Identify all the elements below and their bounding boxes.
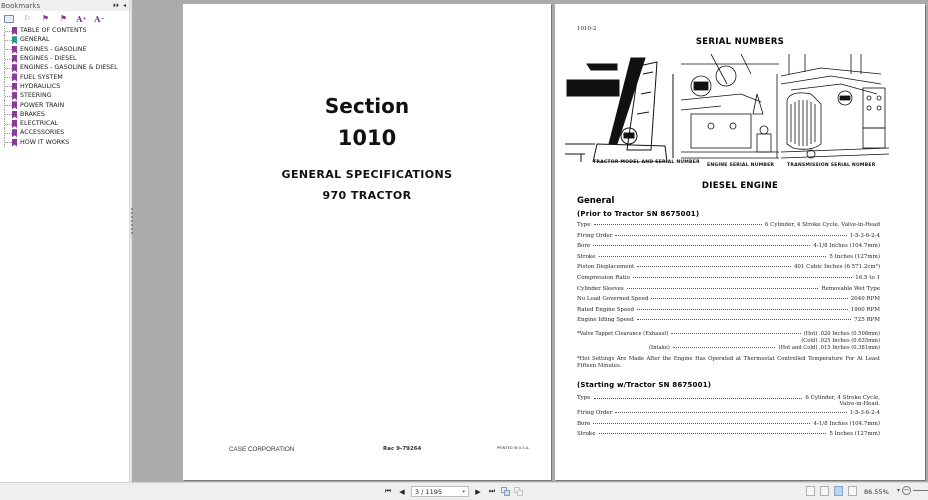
spec-row: Type 6 Cylinder, 4 Stroke Cycle, Valve-in-Head. — [577, 395, 880, 407]
footer-printed: PRINTED IN U.S.A. — [497, 446, 530, 450]
prior-specs-list — [577, 222, 880, 328]
pdf-page-right — [555, 4, 925, 480]
collapse-panel-icon[interactable]: ◂ — [122, 1, 126, 9]
tractor-serial-caption: TRACTOR MODEL AND SERIAL NUMBER — [593, 160, 700, 165]
increase-font-icon[interactable]: A + — [76, 13, 87, 24]
single-page-view-icon[interactable] — [806, 486, 815, 496]
page-layout-buttons — [806, 486, 857, 496]
bookmark-flag-icon[interactable]: ⚐ — [23, 14, 32, 23]
valve-clearance-block: *Valve Tappet Clearance (Exhaust) (Hot) .020 Inches (0.508mm) (Cold) .025 Inches (0.635mm) (Intake) (Hot and Cold) .015 Inches (0.381mm) — [577, 331, 880, 351]
bookmarks-toolbar — [0, 11, 129, 26]
next-view-icon[interactable] — [514, 487, 523, 496]
bookmark-engines-gasoline[interactable]: ENGINES - GASOLINE — [4, 45, 129, 54]
spec-row: No Load Governed Speed 2040 RPM — [577, 296, 880, 303]
section-model: 970 TRACTOR — [322, 189, 412, 202]
previous-page-button[interactable]: ◀ — [399, 487, 405, 496]
bookmark-icon — [12, 27, 17, 35]
spec-row: Cylinder Sleeves Removable Wet Type — [577, 285, 880, 292]
bookmark-icon — [12, 139, 17, 147]
spec-row: Firing Order 1-5-3-6-2-4 — [577, 232, 880, 239]
bookmark-icon — [12, 73, 17, 81]
bookmark-icon — [12, 55, 17, 63]
serial-numbers-title: SERIAL NUMBERS — [695, 37, 785, 47]
spec-row: Type 6 Cylinder, 4 Stroke Cycle, Valve-in-Head — [577, 222, 880, 228]
bookmark-engines-diesel[interactable]: ENGINES - DIESEL — [4, 54, 129, 63]
remove-bookmark-icon[interactable]: ⚑ — [59, 14, 68, 23]
previous-view-icon[interactable] — [501, 487, 510, 496]
zoom-out-icon[interactable]: − — [903, 486, 910, 494]
bookmark-options-icon[interactable] — [4, 15, 14, 23]
section-number: 1010 — [337, 126, 397, 150]
bookmark-icon — [12, 64, 17, 72]
page-number-input[interactable]: 3 / 1195 ▾ — [411, 486, 469, 497]
transmission-serial-caption: TRANSMISSION SERIAL NUMBER — [787, 163, 876, 168]
add-bookmark-icon[interactable]: ⚑ — [41, 14, 50, 23]
spec-row: Rated Engine Speed 1900 RPM — [577, 306, 880, 313]
chevron-down-icon[interactable]: ▾ — [462, 488, 465, 495]
section-word: Section — [324, 94, 410, 118]
bookmark-brakes[interactable]: BRAKES — [4, 110, 129, 119]
spec-row: Firing Order 1-5-3-6-2-4 — [577, 410, 880, 416]
zoom-level[interactable]: 86.55% — [864, 488, 889, 496]
splitter-grip-icon[interactable] — [131, 208, 134, 234]
bookmark-icon — [12, 120, 17, 128]
bookmark-icon — [12, 101, 17, 109]
section-subtitle: GENERAL SPECIFICATIONS — [281, 168, 453, 181]
spec-row: Piston Displacement 401 Cubic Inches (6 571.2cm³) — [577, 264, 880, 271]
spec-row: Stroke 5 Inches (127mm) — [577, 431, 880, 438]
bookmark-how-it-works[interactable]: HOW IT WORKS — [4, 138, 129, 147]
bookmark-engines-gasoline-diesel[interactable]: ENGINES - GASOLINE & DIESEL — [4, 63, 129, 72]
footer-corporation: CASE CORPORATION — [229, 446, 295, 453]
bookmarks-panel — [0, 0, 130, 482]
bookmark-fuel-system[interactable]: FUEL SYSTEM — [4, 72, 129, 81]
spec-row: Bore 4-1/8 Inches (104.7mm) — [577, 243, 880, 250]
spec-row: Compression Ratio 16.5 to 1 — [577, 274, 880, 281]
bookmarks-header — [0, 0, 129, 11]
page-navigation — [383, 486, 523, 497]
continuous-facing-view-icon[interactable] — [848, 486, 857, 496]
general-heading: General — [577, 196, 615, 206]
zoom-dropdown-icon[interactable]: ▾ — [897, 487, 901, 494]
bookmark-icon — [12, 83, 17, 91]
bookmark-icon — [12, 129, 17, 137]
decrease-font-icon[interactable]: A − — [94, 13, 105, 24]
spec-row: Stroke 5 Inches (127mm) — [577, 253, 880, 260]
bookmark-steering[interactable]: STEERING — [4, 91, 129, 100]
page-number: 1010-2 — [577, 26, 597, 32]
tractor-serial-illustration — [565, 54, 677, 162]
prior-sn-heading: (Prior to Tractor SN 8675001) — [577, 210, 700, 218]
footer-revision: Rac 9-79264 — [383, 446, 422, 452]
expand-panel-icon[interactable]: ⏵⏵ — [112, 1, 119, 9]
facing-view-icon[interactable] — [834, 486, 843, 496]
starting-specs-list — [577, 395, 880, 442]
bottom-toolbar — [0, 482, 928, 500]
bookmark-table-of-contents[interactable]: TABLE OF CONTENTS — [4, 26, 129, 35]
bookmark-icon — [12, 92, 17, 100]
next-page-button[interactable]: ▶ — [475, 487, 481, 496]
pdf-page-left — [183, 4, 551, 480]
zoom-slider[interactable] — [913, 490, 928, 491]
bookmark-icon — [12, 111, 17, 119]
bookmark-general[interactable]: GENERAL — [4, 35, 129, 44]
first-page-button[interactable]: ⏮ — [384, 487, 392, 495]
bookmark-hydraulics[interactable]: HYDRAULICS — [4, 82, 129, 91]
spec-row: Engine Idling Speed 725 RPM — [577, 317, 880, 324]
panel-splitter[interactable] — [130, 0, 132, 482]
bookmark-list — [0, 26, 129, 147]
engine-serial-illustration — [681, 54, 779, 162]
last-page-button[interactable]: ⏭ — [488, 487, 496, 495]
bookmark-electrical[interactable]: ELECTRICAL — [4, 119, 129, 128]
spec-row: Bore 4-1/8 Inches (104.7mm) — [577, 420, 880, 427]
starting-sn-heading: (Starting w/Tractor SN 8675001) — [577, 381, 712, 389]
bookmark-icon — [12, 46, 17, 54]
bookmark-power-train[interactable]: POWER TRAIN — [4, 100, 129, 109]
continuous-view-icon[interactable] — [820, 486, 829, 496]
bookmark-icon — [12, 36, 17, 44]
transmission-serial-illustration — [781, 54, 889, 162]
zoom-control — [897, 486, 928, 495]
diesel-engine-title: DIESEL ENGINE — [701, 181, 779, 191]
hot-settings-note: *Hot Settings Are Made After the Engine Has Operated at Thermostat Controlled Temperature For At Least Fifteen Minutes. — [577, 356, 880, 369]
engine-serial-caption: ENGINE SERIAL NUMBER — [707, 163, 775, 168]
bookmark-accessories[interactable]: ACCESSORIES — [4, 128, 129, 137]
bookmarks-title: Bookmarks — [1, 1, 41, 10]
